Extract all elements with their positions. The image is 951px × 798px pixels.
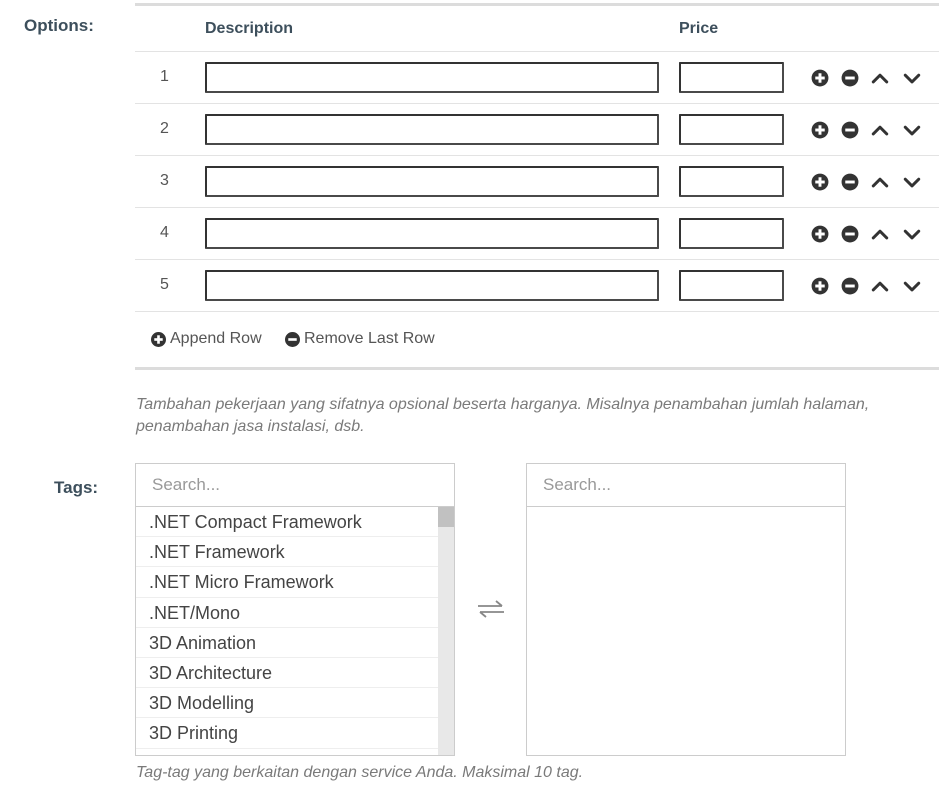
- swap-arrows-icon: [476, 598, 506, 620]
- tag-option[interactable]: 3D Architecture: [136, 658, 438, 688]
- description-input[interactable]: [205, 270, 659, 301]
- options-table-footer: [135, 312, 939, 370]
- move-down-icon[interactable]: [903, 69, 921, 87]
- available-tags-list: [135, 463, 455, 756]
- tag-option[interactable]: .NET Framework: [136, 537, 438, 567]
- available-tags-scrollbar[interactable]: [438, 507, 454, 755]
- plus-circle-icon: [151, 332, 166, 347]
- selected-tags-list: [526, 463, 846, 756]
- description-input[interactable]: [205, 62, 659, 93]
- price-input[interactable]: [679, 62, 784, 93]
- remove-last-row-button[interactable]: [285, 330, 435, 348]
- tag-option[interactable]: 3D Printing: [136, 718, 438, 748]
- selected-tags-search-input[interactable]: Search...: [527, 464, 845, 507]
- remove-last-row-label: Remove Last Row: [304, 330, 435, 347]
- move-up-icon[interactable]: [871, 277, 889, 295]
- move-down-icon[interactable]: [903, 121, 921, 139]
- row-number: 4: [160, 224, 169, 241]
- insert-row-icon[interactable]: [811, 173, 829, 191]
- delete-row-icon[interactable]: [841, 173, 859, 191]
- row-number: 3: [160, 172, 169, 189]
- tag-option[interactable]: .NET Compact Framework: [136, 507, 438, 537]
- price-input[interactable]: [679, 218, 784, 249]
- tag-option[interactable]: 3D Animation: [136, 628, 438, 658]
- options-table: [135, 3, 939, 370]
- description-input[interactable]: [205, 114, 659, 145]
- move-down-icon[interactable]: [903, 225, 921, 243]
- option-row: [135, 208, 939, 260]
- option-row: [135, 156, 939, 208]
- option-row: [135, 260, 939, 312]
- minus-circle-icon: [285, 332, 300, 347]
- delete-row-icon[interactable]: [841, 225, 859, 243]
- options-table-header: [135, 6, 939, 52]
- delete-row-icon[interactable]: [841, 277, 859, 295]
- selected-tags-items[interactable]: [527, 507, 845, 755]
- move-down-icon[interactable]: [903, 277, 921, 295]
- insert-row-icon[interactable]: [811, 69, 829, 87]
- available-tags-search-input[interactable]: Search...: [136, 464, 454, 507]
- move-up-icon[interactable]: [871, 69, 889, 87]
- description-column-header: Description: [205, 20, 294, 37]
- insert-row-icon[interactable]: [811, 277, 829, 295]
- price-column-header: Price: [679, 20, 719, 37]
- insert-row-icon[interactable]: [811, 121, 829, 139]
- description-input[interactable]: [205, 166, 659, 197]
- tags-label: Tags:: [54, 478, 99, 497]
- options-label: Options:: [24, 16, 94, 35]
- tag-option[interactable]: 3D Modelling: [136, 688, 438, 718]
- move-down-icon[interactable]: [903, 173, 921, 191]
- available-tags-items[interactable]: [136, 507, 454, 755]
- price-input[interactable]: [679, 270, 784, 301]
- move-up-icon[interactable]: [871, 225, 889, 243]
- row-number: 1: [160, 68, 169, 85]
- delete-row-icon[interactable]: [841, 69, 859, 87]
- row-number: 5: [160, 276, 169, 293]
- available-tags-scroll-thumb[interactable]: [438, 507, 454, 527]
- append-row-label: Append Row: [170, 330, 262, 347]
- tag-option[interactable]: .NET Micro Framework: [136, 567, 438, 597]
- tags-help-text: Tag-tag yang berkaitan dengan service Anda. Maksimal 10 tag.: [136, 764, 584, 781]
- options-help-text: Tambahan pekerjaan yang sifatnya opsional beserta harganya. Misalnya penambahan jumlah halaman, penambahan jasa instalasi, dsb.: [136, 396, 870, 435]
- move-up-icon[interactable]: [871, 121, 889, 139]
- option-row: [135, 104, 939, 156]
- option-row: [135, 52, 939, 104]
- tag-option[interactable]: .NET/Mono: [136, 598, 438, 628]
- description-input[interactable]: [205, 218, 659, 249]
- delete-row-icon[interactable]: [841, 121, 859, 139]
- insert-row-icon[interactable]: [811, 225, 829, 243]
- append-row-button[interactable]: [151, 330, 262, 348]
- move-up-icon[interactable]: [871, 173, 889, 191]
- price-input[interactable]: [679, 166, 784, 197]
- price-input[interactable]: [679, 114, 784, 145]
- row-number: 2: [160, 120, 169, 137]
